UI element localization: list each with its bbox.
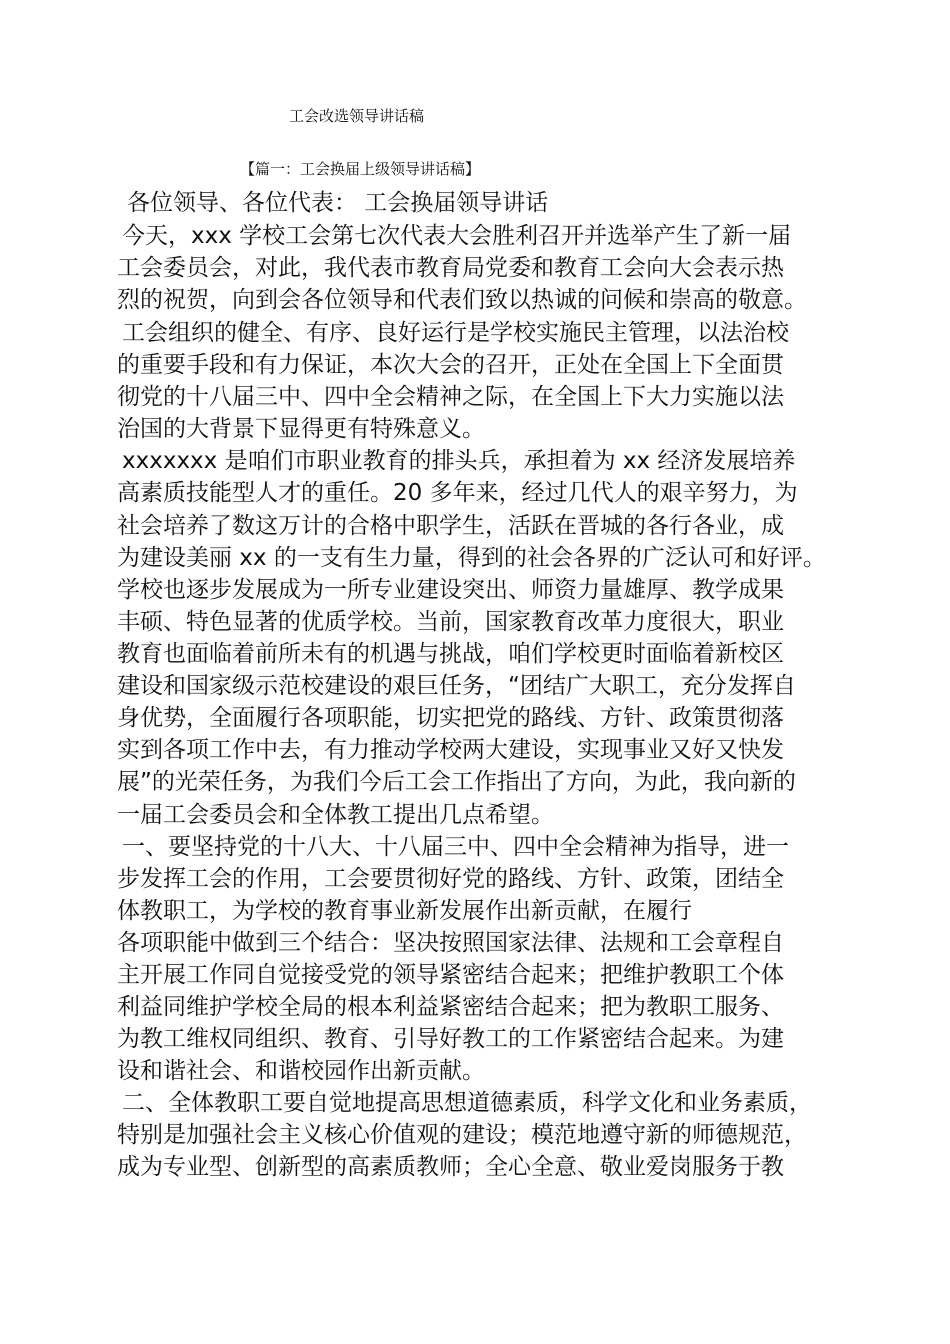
body-line: 高素质技能型人才的重任。20 多年来，经过几代人的艰辛努力，为 [117, 480, 798, 506]
body-line: 主开展工作同自觉接受党的领导紧密结合起来；把维护教职工个体 [117, 962, 784, 988]
body-line: 建设和国家级示范校建设的艰巨任务，“团结广大职工，充分发挥自 [117, 673, 796, 699]
body-line: 为教工维权同组织、教育、引导好教工的工作紧密结合起来。为建 [117, 1026, 784, 1052]
body-line: 工会组织的健全、有序、良好运行是学校实施民主管理，以法治校 [122, 320, 789, 346]
body-line: 设和谐社会、和谐校园作出新贡献。 [117, 1058, 485, 1084]
body-line: 身优势，全面履行各项职能，切实把党的路线、方针、政策贯彻落 [117, 705, 784, 731]
body-line: 彻党的十八届三中、四中全会精神之际，在全国上下大力实施以法 [117, 384, 784, 410]
body-line: 步发挥工会的作用，工会要贯彻好党的路线、方针、政策，团结全 [117, 866, 784, 892]
body-line: 实到各项工作中去，有力推动学校两大建设，实现事业又好又快发 [117, 737, 784, 763]
body-line: 的重要手段和有力保证，本次大会的召开，正处在全国上下全面贯 [117, 352, 784, 378]
body-line: 利益同维护学校全局的根本利益紧密结合起来；把为教职工服务、 [117, 994, 784, 1020]
document-title: 工会改选领导讲话稿 [289, 107, 425, 125]
body-line: xxxxxxx 是咱们市职业教育的排头兵，承担着为 xx 经济发展培养 [122, 448, 796, 474]
body-line: 教育也面临着前所未有的机遇与挑战，咱们学校更时面临着新校区 [117, 641, 784, 667]
body-line: 展”的光荣任务，为我们今后工会工作指出了方向，为此，我向新的 [117, 769, 796, 795]
body-line: 治国的大背景下显得更有特殊意义。 [117, 416, 485, 442]
body-line: 一、要坚持党的十八大、十八届三中、四中全会精神为指导，进一 [122, 834, 789, 860]
body-line: 社会培养了数这万计的合格中职学生，活跃在晋城的各行各业，成 [117, 513, 784, 539]
salutation-line: 各位领导、各位代表： 工会换届领导讲话 [127, 190, 549, 216]
body-line: 二、全体教职工要自觉地提高思想道德素质，科学文化和业务素质， [122, 1090, 812, 1116]
body-line: 各项职能中做到三个结合：坚决按照国家法律、法规和工会章程自 [117, 930, 784, 956]
body-line: 今天，xxx 学校工会第七次代表大会胜利召开并选举产生了新一届 [122, 223, 792, 249]
body-line: 特别是加强社会主义核心价值观的建设；模范地遵守新的师德规范， [117, 1122, 807, 1148]
body-line: 丰硕、特色显著的优质学校。当前，国家教育改革力度很大，职业 [117, 609, 784, 635]
body-line: 学校也逐步发展成为一所专业建设突出、师资力量雄厚、教学成果 [117, 577, 784, 603]
body-line: 烈的祝贺，向到会各位领导和代表们致以热诚的问候和崇高的敬意。 [117, 287, 807, 313]
body-line: 成为专业型、创新型的高素质教师；全心全意、敬业爱岗服务于教 [117, 1154, 784, 1180]
body-line: 一届工会委员会和全体教工提出几点希望。 [117, 802, 554, 828]
body-line: 工会委员会，对此，我代表市教育局党委和教育工会向大会表示热 [117, 255, 784, 281]
body-line: 为建设美丽 xx 的一支有生力量，得到的社会各界的广泛认可和好评。 [117, 545, 826, 571]
section-title: 【篇一：工会换届上级领导讲话稿】 [240, 160, 481, 178]
body-line: 体教职工，为学校的教育事业新发展作出新贡献，在履行 [117, 898, 692, 924]
